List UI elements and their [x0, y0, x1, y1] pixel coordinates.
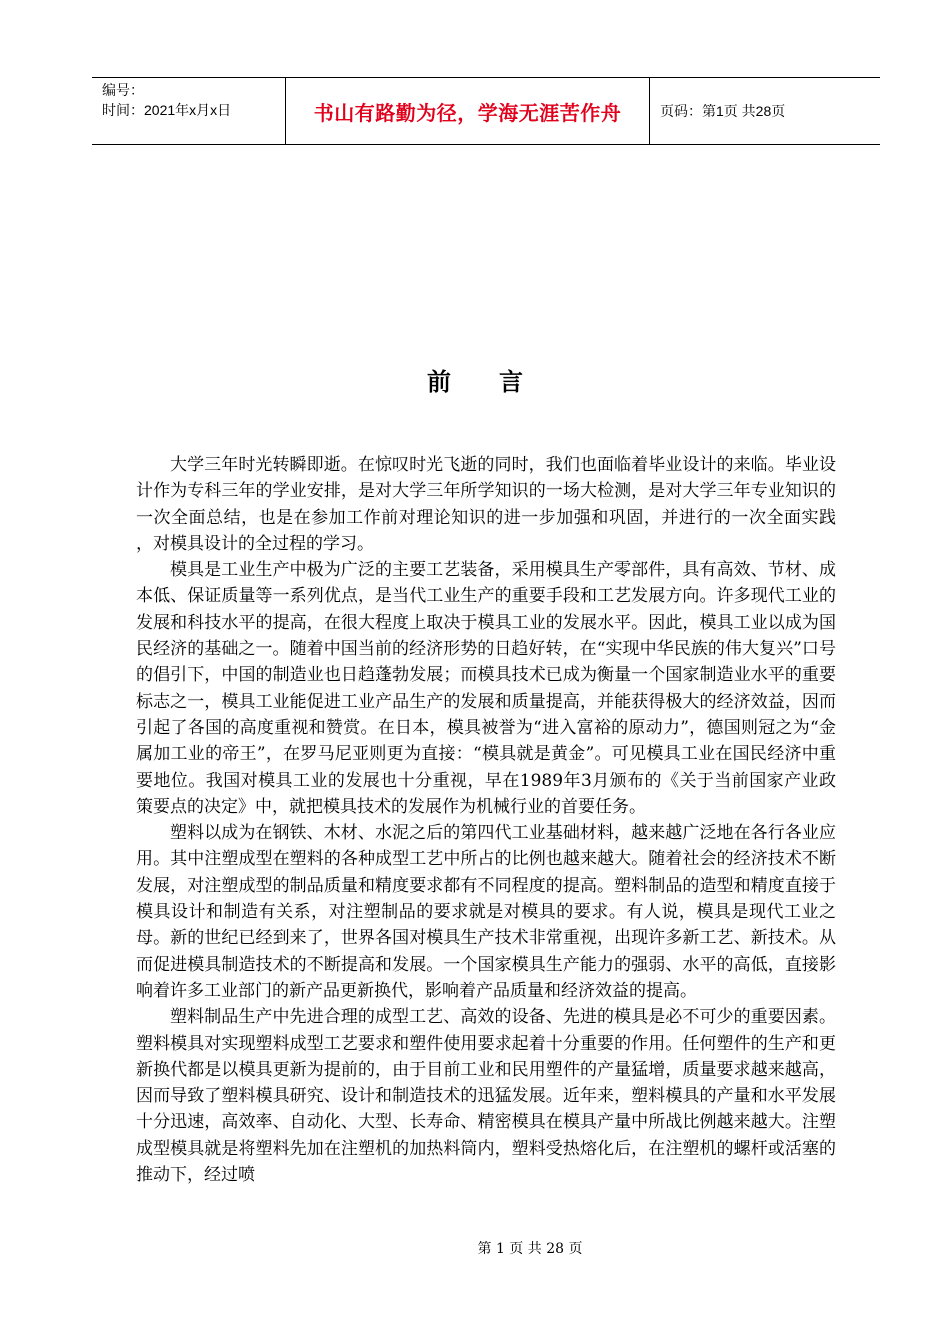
number-label: 编号：	[102, 82, 144, 98]
motto-text: 书山有路勤为径，学海无涯苦作舟	[313, 100, 622, 125]
paragraph: 塑料以成为在钢铁、木材、水泥之后的第四代工业基础材料，越来越广泛地在各行各业应用。其中注塑成型在塑料的各种成型工艺中所占的比例也越来越大。随着社会的经济技术不断发展，对注塑成型的制品质量和精度要求都有不同程度的提高。塑料制品的造型和精度直接于模具设计和制造有关系，对注塑制品的要求就是对模具的要求。有人说，模具是现代工业之母。新的世纪已经到来了，世界各国对模具生产技术非常重视，出现许多新工艺、新技术。从而促进模具制造技术的不断提高和发展。一个国家模具生产能力的强弱、水平的高低，直接影响着许多工业部门的新产品更新换代，影响着产品质量和经济效益的提高。	[136, 823, 836, 1001]
header-page-info-cell	[650, 78, 880, 144]
title-part-2: 言	[499, 368, 523, 396]
paragraph: 模具是工业生产中极为广泛的主要工艺装备，采用模具生产零部件，具有高效、节材、成本低、保证质量等一系列优点，是当代工业生产的重要手段和工艺发展方向。许多现代工业的发展和科技水平的提高，在很大程度上取决于模具工业的发展水平。因此，模具工业以成为国民经济的基础之一。随着中国当前的经济形势的日趋好转，在“实现中华民族的伟大复兴”口号的倡引下，中国的制造业也日趋蓬勃发展；而模具技术已成为衡量一个国家制造业水平的重要标志之一，模具工业能促进工业产品生产的发展和质量提高，并能获得极大的经济效益，因而引起了各国的高度重视和赞赏。在日本，模具被誉为“进入富裕的原动力”，德国则冠之为“金属加工业的帝王”，在罗马尼亚则更为直接：“模具就是黄金”。可见模具工业在国民经济中重要地位。我国对模具工业的发展也十分重视，早在1989年3月颁布的《关于当前国家产业政策要点的决定》中，就把模具技术的发展作为机械行业的首要任务。	[136, 560, 836, 817]
page-info-text: 页码：第1页 共28页	[660, 103, 786, 119]
time-label: 时间：2021年x月x日	[102, 102, 232, 118]
header-meta	[92, 78, 286, 144]
paragraph: 大学三年时光转瞬即逝。在惊叹时光飞逝的同时，我们也面临着毕业设计的来临。毕业设计作为专科三年的学业安排，是对大学三年所学知识的一场大检测，是对大学三年专业知识的一次全面总结，也是在参加工作前对理论知识的进一步加强和巩固，并进行的一次全面实践 ，对模具设计的全过程的学习。	[136, 455, 836, 554]
header-motto-cell	[286, 78, 650, 144]
document-body	[136, 452, 836, 1188]
footer-page-number: 第 1 页 共 28 页	[477, 1241, 583, 1257]
paragraph: 塑料制品生产中先进合理的成型工艺、高效的设备、先进的模具是必不可少的重要因素。塑料模具对实现塑料成型工艺要求和塑件使用要求起着十分重要的作用。任何塑件的生产和更新换代都是以模具更新为提前的，由于目前工业和民用塑件的产量猛增，质量要求越来越高，因而导致了塑料模具研究、设计和制造技术的迅猛发展。近年来，塑料模具的产量和水平发展十分迅速，高效率、自动化、大型、长寿命、精密模具在模具产量中所战比例越来越大。注塑成型模具就是将塑料先加在注塑机的加热料筒内，塑料受热熔化后，在注塑机的螺杆或活塞的推动下，经过喷	[136, 1007, 836, 1186]
title-part-1: 前	[427, 368, 451, 396]
document-title	[0, 362, 950, 397]
page-footer	[0, 1238, 950, 1258]
page-header	[92, 77, 880, 145]
